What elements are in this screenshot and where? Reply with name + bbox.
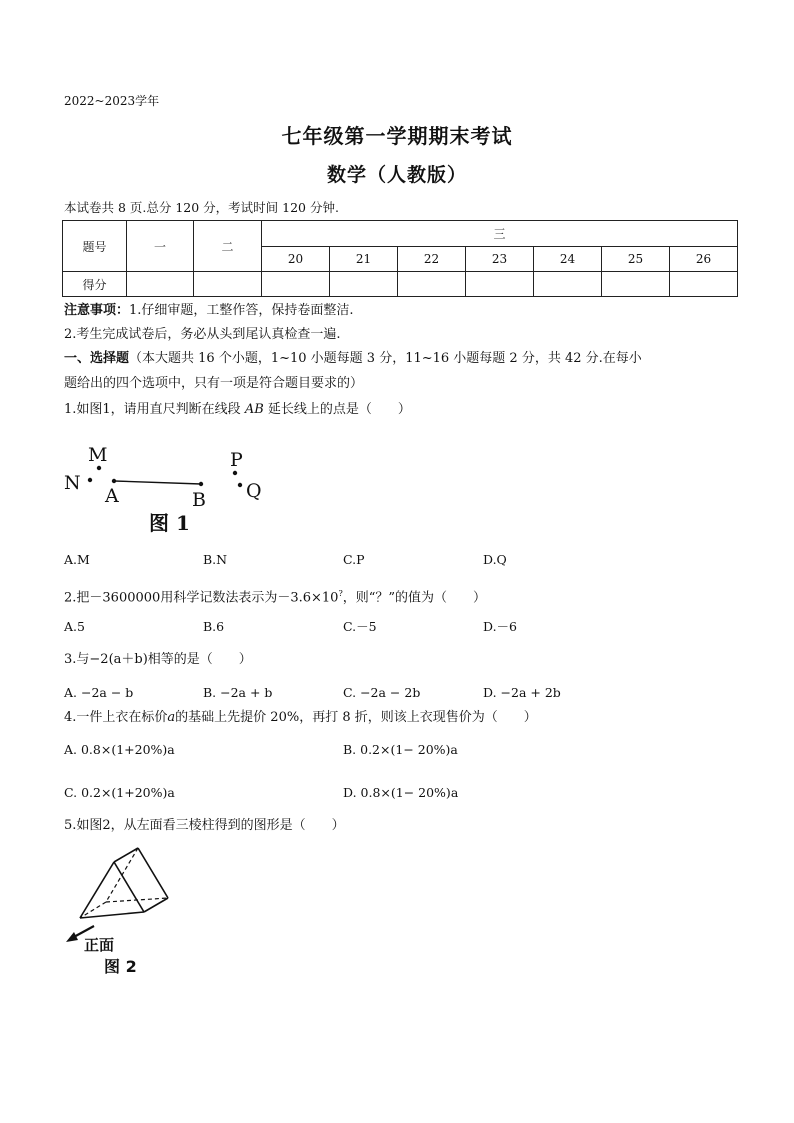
exam-subject: 数学（人教版） bbox=[326, 164, 467, 186]
exam-title: 七年级第一学期期末考试 bbox=[281, 124, 513, 148]
figure-2 bbox=[62, 840, 182, 980]
figure-1-label-a: A bbox=[105, 485, 119, 507]
figure-1-label-n: N bbox=[64, 472, 81, 494]
exam-info: 本试卷共 8 页.总分 120 分，考试时间 120 分钟. bbox=[64, 200, 339, 215]
notes-label: 注意事项： bbox=[64, 303, 130, 318]
question-4-option-a[interactable]: A. 0.8×(1+20%)a bbox=[64, 742, 175, 757]
question-3-option-c[interactable]: C. −2a − 2b bbox=[343, 685, 421, 700]
question-2-expression: －3.6×10 bbox=[277, 590, 339, 606]
section-1-label: 一、选择题 bbox=[64, 351, 130, 366]
score-table-subcol: 26 bbox=[670, 246, 738, 272]
score-table-score-label: 得分 bbox=[63, 272, 127, 297]
question-4-option-c[interactable]: C. 0.2×(1+20%)a bbox=[64, 785, 175, 800]
question-1-option-c[interactable]: C.P bbox=[343, 552, 365, 567]
question-1-option-b[interactable]: B.N bbox=[203, 552, 228, 567]
question-2-number: －3600000 bbox=[89, 590, 161, 606]
question-2-stem: 2.把－3600000用科学记数法表示为－3.6×10?，则“？”的值为（ ） bbox=[64, 589, 487, 606]
question-1-stem: 1.如图1，请用直尺判断在线段 AB 延长线上的点是（ ） bbox=[64, 402, 411, 417]
score-table-subcol: 20 bbox=[262, 246, 330, 272]
notes-item-2: 2.考生完成试卷后，务必从头到尾认真检查一遍. bbox=[64, 327, 341, 342]
section-1-line-1 bbox=[64, 350, 642, 368]
figure-2-front-left-edge bbox=[80, 862, 114, 918]
figure-1-point-n bbox=[88, 478, 92, 482]
question-1-option-a[interactable]: A.M bbox=[64, 552, 90, 567]
figure-2-front-right-edge bbox=[114, 862, 144, 912]
figure-1-point-m bbox=[97, 466, 101, 470]
score-table-col-3: 三 bbox=[262, 221, 738, 247]
score-cell bbox=[127, 272, 194, 297]
score-cell bbox=[602, 272, 670, 297]
question-2-exponent: ? bbox=[338, 589, 343, 598]
question-2-option-c[interactable]: C.－5 bbox=[343, 619, 377, 634]
question-1-option-d[interactable]: D.Q bbox=[483, 552, 507, 567]
figure-1-point-q bbox=[238, 483, 242, 487]
figure-1-label-b: B bbox=[192, 489, 206, 511]
figure-2-back-right-edge bbox=[138, 848, 168, 898]
question-3-option-a[interactable]: A. −2a − b bbox=[64, 685, 134, 700]
score-cell bbox=[330, 272, 398, 297]
score-cell bbox=[670, 272, 738, 297]
score-table-col-1: 一 bbox=[127, 221, 194, 272]
score-table bbox=[62, 220, 738, 297]
figure-1-label-m: M bbox=[88, 444, 108, 466]
score-cell bbox=[262, 272, 330, 297]
question-3-option-b[interactable]: B. −2a + b bbox=[203, 685, 273, 700]
score-cell bbox=[466, 272, 534, 297]
question-4-option-d[interactable]: D. 0.8×(1− 20%)a bbox=[343, 785, 459, 800]
figure-2-caption: 图 2 bbox=[104, 957, 137, 976]
score-table-subcol: 22 bbox=[398, 246, 466, 272]
score-table-subcol: 23 bbox=[466, 246, 534, 272]
question-2-option-b[interactable]: B.6 bbox=[203, 619, 225, 634]
figure-1-point-p bbox=[233, 471, 237, 475]
question-5-stem: 5.如图2，从左面看三棱柱得到的图形是（ ） bbox=[64, 818, 345, 833]
exam-year: 2022~2023学年 bbox=[64, 94, 160, 108]
notes-item-1: 1.仔细审题，工整作答，保持卷面整洁. bbox=[129, 303, 354, 318]
section-1-desc-2: 题给出的四个选项中，只有一项是符合题目要求的） bbox=[64, 376, 364, 391]
notes-line-1 bbox=[64, 302, 354, 320]
question-4-stem: 4.一件上衣在标价a的基础上先提价 20%，再打 8 折，则该上衣现售价为（ ） bbox=[64, 710, 537, 725]
figure-1-label-p: P bbox=[230, 449, 243, 471]
score-cell bbox=[534, 272, 602, 297]
score-table-col-2: 二 bbox=[194, 221, 262, 272]
figure-1-segment-ab bbox=[114, 481, 201, 484]
score-table-header-label: 题号 bbox=[63, 221, 127, 272]
question-3-stem: 3.与−2(a＋b)相等的是（ ） bbox=[64, 652, 252, 667]
question-4-var-a: a bbox=[167, 710, 176, 725]
figure-1 bbox=[60, 436, 280, 540]
score-cell bbox=[398, 272, 466, 297]
question-2-option-d[interactable]: D.－6 bbox=[483, 619, 518, 634]
question-3-option-d[interactable]: D. −2a + 2b bbox=[483, 685, 561, 700]
section-1-desc-1: （本大题共 16 个小题，1~10 小题每题 3 分，11~16 小题每题 2 分，共 42 分.在每小 bbox=[129, 351, 642, 366]
question-3-expression: −2(a＋b) bbox=[89, 652, 148, 667]
question-4-option-b[interactable]: B. 0.2×(1− 20%)a bbox=[343, 742, 458, 757]
segment-ab: AB bbox=[244, 402, 264, 417]
figure-1-caption: 图 1 bbox=[149, 511, 190, 535]
figure-2-bottom-right-edge bbox=[144, 898, 168, 912]
score-table-subcol: 21 bbox=[330, 246, 398, 272]
figure-2-front-label: 正面 bbox=[84, 936, 115, 954]
question-2-option-a[interactable]: A.5 bbox=[64, 619, 85, 634]
score-cell bbox=[194, 272, 262, 297]
figure-2-arrow-head bbox=[66, 932, 78, 942]
score-table-subcol: 25 bbox=[602, 246, 670, 272]
figure-1-label-q: Q bbox=[246, 480, 262, 502]
figure-2-front-bottom-edge bbox=[80, 912, 144, 918]
score-table-subcol: 24 bbox=[534, 246, 602, 272]
